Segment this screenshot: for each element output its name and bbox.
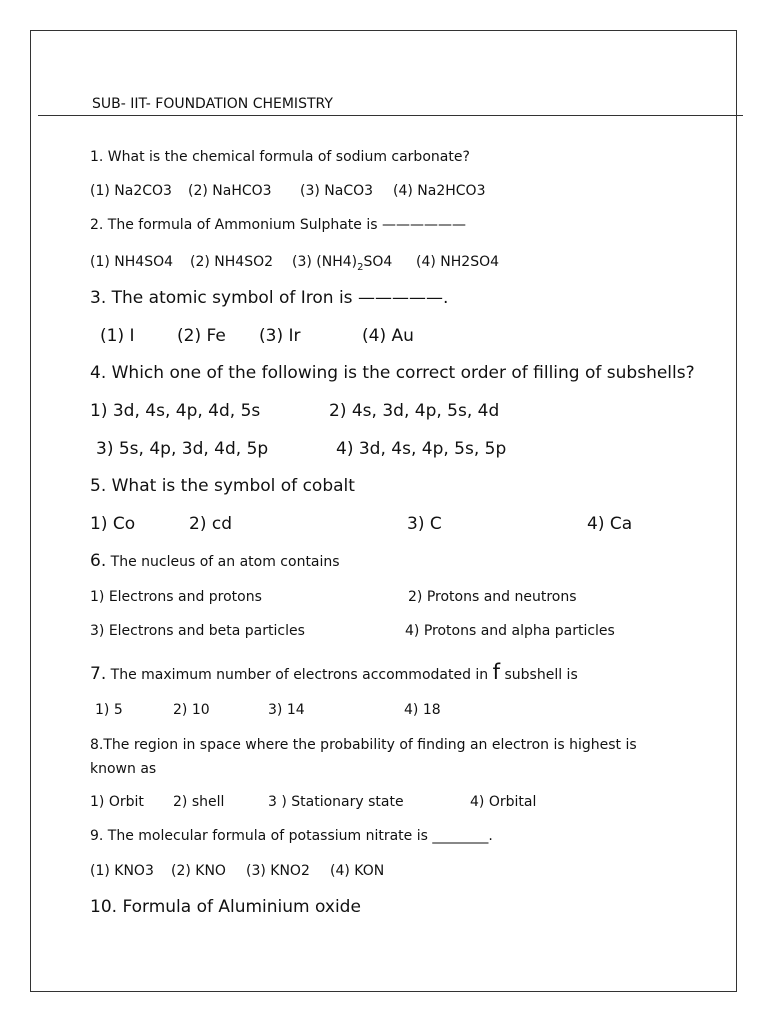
q1-option-3: (3) NaCO3 <box>300 183 374 199</box>
q4-option-4: 4) 3d, 4s, 4p, 5s, 5p <box>336 439 507 459</box>
q2-option-4: (4) NH2SO4 <box>416 254 500 270</box>
question-2: 2. The formula of Ammonium Sulphate is —————— <box>90 217 466 233</box>
q2-option-3: (3) $(NH4)_2SO4$ <box>292 254 393 273</box>
question-8-line-2: known as <box>90 761 157 777</box>
q5-option-3: 3) C <box>407 514 442 534</box>
q9-option-2: (2) KNO <box>171 863 226 879</box>
q9-option-3: (3) KNO2 <box>246 863 310 879</box>
q8-option-4: 4) Orbital <box>470 794 537 810</box>
q4-option-2: 2) 4s, 3d, 4p, 5s, 4d <box>329 401 500 421</box>
question-6: 6. The nucleus of an atom contains <box>90 551 340 571</box>
q1-option-4: (4) Na2HCO3 <box>393 183 486 199</box>
q9-option-4: (4) KON <box>330 863 385 879</box>
q2-option-1: (1) NH4SO4 <box>90 254 174 270</box>
q6-option-3: 3) Electrons and beta particles <box>90 623 305 639</box>
q3-option-3: (3) Ir <box>259 326 301 346</box>
q4-option-1: 1) 3d, 4s, 4p, 4d, 5s <box>90 401 261 421</box>
q4-option-3: 3) 5s, 4p, 3d, 4d, 5p <box>96 439 269 459</box>
q8-option-1: 1) Orbit <box>90 794 144 810</box>
question-4: 4. Which one of the following is the correct order of filling of subshells? <box>90 363 695 383</box>
subject-header: SUB- IIT- FOUNDATION CHEMISTRY <box>92 96 333 112</box>
q8-option-2: 2) shell <box>173 794 225 810</box>
q3-option-1: (1) I <box>100 326 135 346</box>
page-frame <box>30 30 737 992</box>
q5-option-2: 2) cd <box>189 514 232 534</box>
q1-option-1: (1) Na2CO3 <box>90 183 172 199</box>
q7-option-1: 1) 5 <box>95 702 123 718</box>
q6-option-4: 4) Protons and alpha particles <box>405 623 615 639</box>
q7-option-2: 2) 10 <box>173 702 210 718</box>
question-10: 10. Formula of Aluminium oxide <box>90 897 361 917</box>
question-1: 1. What is the chemical formula of sodium carbonate? <box>90 149 470 165</box>
question-3: 3. The atomic symbol of Iron is —————. <box>90 288 449 308</box>
header-rule <box>38 115 743 116</box>
q5-option-1: 1) Co <box>90 514 136 534</box>
q7-option-4: 4) 18 <box>404 702 441 718</box>
q7-option-3: 3) 14 <box>268 702 305 718</box>
q8-option-3: 3 ) Stationary state <box>268 794 404 810</box>
q6-option-2: 2) Protons and neutrons <box>408 589 577 605</box>
q5-option-4: 4) Ca <box>587 514 633 534</box>
question-5: 5. What is the symbol of cobalt <box>90 476 355 496</box>
q2-option-2: (2) NH4SO2 <box>190 254 274 270</box>
question-9: 9. The molecular formula of potassium nitrate is ________. <box>90 828 493 844</box>
question-8-line-1: 8.The region in space where the probability of finding an electron is highest is <box>90 737 637 753</box>
q3-option-2: (2) Fe <box>177 326 226 346</box>
q1-option-2: (2) NaHCO3 <box>188 183 272 199</box>
q3-option-4: (4) Au <box>362 326 414 346</box>
q9-option-1: (1) KNO3 <box>90 863 154 879</box>
question-7: 7. The maximum number of electrons accommodated in f subshell is <box>90 660 578 684</box>
q6-option-1: 1) Electrons and protons <box>90 589 262 605</box>
